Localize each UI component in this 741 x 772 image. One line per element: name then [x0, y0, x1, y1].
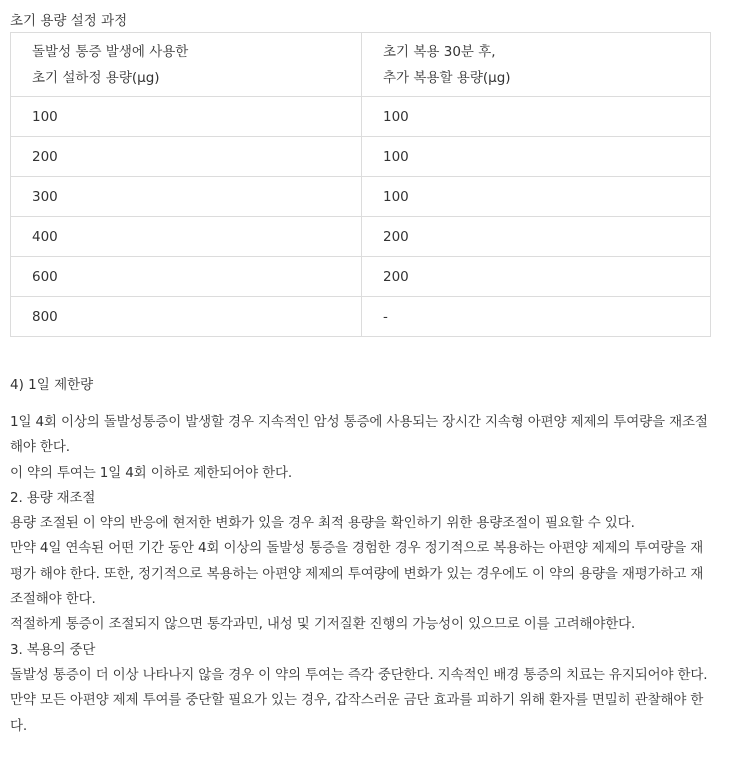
- cell-additional-dose: 100: [362, 97, 711, 137]
- header-additional-dose: [362, 33, 711, 97]
- body-text: [10, 410, 716, 739]
- daily-limit-heading: 4) 1일 제한량: [10, 377, 94, 393]
- header-initial-dose-line2: 초기 설하정 용량(μg): [32, 69, 160, 86]
- table-row: [11, 97, 711, 137]
- cell-initial-dose: 100: [11, 97, 362, 137]
- cell-additional-dose: 200: [362, 257, 711, 297]
- table-row: [11, 217, 711, 257]
- table-row: [11, 257, 711, 297]
- section-title: 초기 용량 설정 과정: [10, 13, 128, 29]
- table-header-row: [11, 33, 711, 97]
- header-initial-dose-line1: 돌발성 통증 발생에 사용한: [32, 43, 189, 60]
- cell-additional-dose: 100: [362, 177, 711, 217]
- cell-initial-dose: 200: [11, 137, 362, 177]
- paragraph: 만약 4일 연속된 어떤 기간 동안 4회 이상의 돌발성 통증을 경험한 경우 정기적으로 복용하는 아편양 제제의 투여량을 재평가 해야 한다. 또한, 정기적으로 복용하는 아편양 제제의 투여량에 변화가 있는 경우에도 이 약의 용량을 재평가하고 재조절해야 한다.: [10, 540, 704, 608]
- header-initial-dose: [11, 33, 362, 97]
- cell-initial-dose: 800: [11, 297, 362, 337]
- table-row: [11, 137, 711, 177]
- paragraph: 용량 조절된 이 약의 반응에 현저한 변화가 있을 경우 최적 용량을 확인하기 위한 용량조절이 필요할 수 있다.: [10, 515, 635, 532]
- header-additional-dose-line2: 추가 복용할 용량(μg): [383, 69, 511, 86]
- cell-additional-dose: 200: [362, 217, 711, 257]
- header-additional-dose-line1: 초기 복용 30분 후,: [383, 43, 496, 60]
- table-row: [11, 177, 711, 217]
- paragraph: 적절하게 통증이 조절되지 않으면 통각과민, 내성 및 기저질환 진행의 가능성이 있으므로 이를 고려해야한다.: [10, 616, 636, 633]
- cell-initial-dose: 600: [11, 257, 362, 297]
- cell-initial-dose: 400: [11, 217, 362, 257]
- cell-initial-dose: 300: [11, 177, 362, 217]
- paragraph: 1일 4회 이상의 돌발성통증이 발생할 경우 지속적인 암성 통증에 사용되는 장시간 지속형 아편양 제제의 투여량을 재조절 해야 한다.: [10, 414, 708, 456]
- cell-additional-dose: -: [362, 297, 711, 337]
- paragraph: 만약 모든 아편양 제제 투여를 중단할 필요가 있는 경우, 갑작스러운 금단 효과를 피하기 위해 환자를 면밀히 관찰해야 한다.: [10, 692, 704, 734]
- dose-table: [10, 32, 711, 337]
- subheading: 2. 용량 재조절: [10, 489, 96, 506]
- table-row: [11, 297, 711, 337]
- subheading: 3. 복용의 중단: [10, 641, 96, 658]
- paragraph: 돌발성 통증이 더 이상 나타나지 않을 경우 이 약의 투여는 즉각 중단한다. 지속적인 배경 통증의 치료는 유지되어야 한다.: [10, 666, 708, 683]
- cell-additional-dose: 100: [362, 137, 711, 177]
- paragraph: 이 약의 투여는 1일 4회 이하로 제한되어야 한다.: [10, 464, 293, 481]
